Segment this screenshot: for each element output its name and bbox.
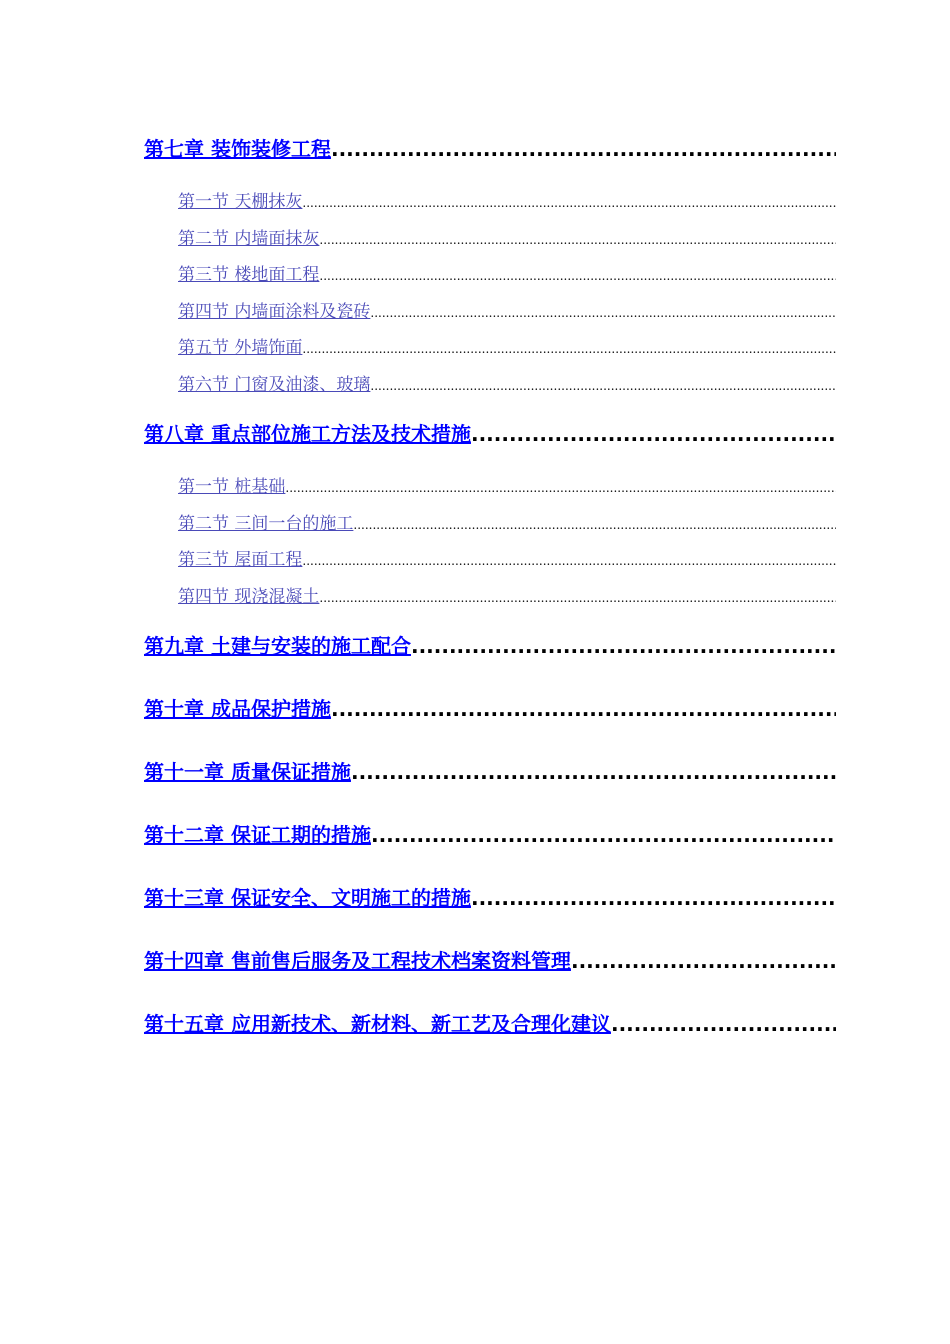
- toc-chapter-11: [144, 759, 836, 785]
- toc-section-8-4: [178, 585, 836, 609]
- toc-chapter-8: [144, 421, 836, 447]
- toc-section-7-6: [178, 373, 836, 397]
- dot-leader: [471, 421, 836, 447]
- dot-leader: [331, 136, 836, 162]
- toc-link-chapter-7[interactable]: 第七章 装饰装修工程: [144, 137, 331, 161]
- toc-chapter-12: [144, 822, 836, 848]
- dot-leader: [285, 476, 836, 499]
- toc-link-chapter-11[interactable]: 第十一章 质量保证措施: [144, 759, 351, 784]
- toc-chapter-15: [144, 1011, 836, 1037]
- toc-link-chapter-12[interactable]: 第十二章 保证工期的措施: [144, 822, 371, 847]
- dot-leader: [319, 228, 836, 251]
- toc-link-section-7-5[interactable]: 第五节 外墙饰面: [178, 338, 303, 359]
- toc-section-7-3: [178, 263, 836, 287]
- dot-leader: [411, 633, 836, 659]
- dot-leader: [370, 374, 836, 397]
- dot-leader: [571, 948, 836, 974]
- toc-link-section-8-1[interactable]: 第一节 桩基础: [178, 476, 286, 497]
- toc-link-section-7-3[interactable]: 第三节 楼地面工程: [178, 265, 320, 286]
- toc-link-section-7-1[interactable]: 第一节 天棚抹灰: [178, 192, 303, 212]
- toc-section-7-1: [178, 190, 836, 214]
- dot-leader: [351, 759, 836, 785]
- dot-leader: [302, 549, 836, 572]
- toc-section-7-4: [178, 300, 836, 324]
- toc-link-chapter-10[interactable]: 第十章 成品保护措施: [144, 696, 331, 721]
- dot-leader: [611, 1011, 836, 1037]
- dot-leader: [370, 301, 836, 324]
- toc-chapter-7: [144, 136, 836, 162]
- toc-link-chapter-14[interactable]: 第十四章 售前售后服务及工程技术档案资料管理: [144, 948, 571, 973]
- toc-link-chapter-15[interactable]: 第十五章 应用新技术、新材料、新工艺及合理化建议: [144, 1011, 611, 1036]
- dot-leader: [302, 191, 836, 214]
- toc-chapter-13: [144, 885, 836, 911]
- dot-leader: [302, 337, 836, 360]
- toc-chapter-14: [144, 948, 836, 974]
- toc-link-section-8-4[interactable]: 第四节 现浇混凝土: [178, 586, 320, 607]
- toc-section-8-2: [178, 512, 836, 536]
- toc-section-7-5: [178, 336, 836, 360]
- toc-section-8-3: [178, 548, 836, 572]
- table-of-contents: [144, 136, 836, 1037]
- toc-link-section-7-2[interactable]: 第二节 内墙面抹灰: [178, 228, 320, 249]
- toc-section-8-1: [178, 475, 836, 499]
- dot-leader: [371, 822, 836, 848]
- toc-section-7-2: [178, 227, 836, 251]
- dot-leader: [471, 885, 836, 911]
- toc-link-section-7-6[interactable]: 第六节 门窗及油漆、玻璃: [178, 374, 371, 395]
- dot-leader: [353, 513, 836, 536]
- toc-link-section-8-2[interactable]: 第二节 三间一台的施工: [178, 513, 354, 534]
- toc-link-chapter-13[interactable]: 第十三章 保证安全、文明施工的措施: [144, 885, 471, 910]
- dot-leader: [331, 696, 836, 722]
- toc-link-section-8-3[interactable]: 第三节 屋面工程: [178, 550, 303, 571]
- toc-link-chapter-9[interactable]: 第九章 土建与安装的施工配合: [144, 633, 411, 658]
- toc-link-chapter-8[interactable]: 第八章 重点部位施工方法及技术措施: [144, 421, 471, 446]
- toc-link-section-7-4[interactable]: 第四节 内墙面涂料及瓷砖: [178, 301, 371, 322]
- toc-chapter-9: [144, 633, 836, 659]
- toc-chapter-10: [144, 696, 836, 722]
- dot-leader: [319, 264, 836, 287]
- dot-leader: [319, 586, 836, 609]
